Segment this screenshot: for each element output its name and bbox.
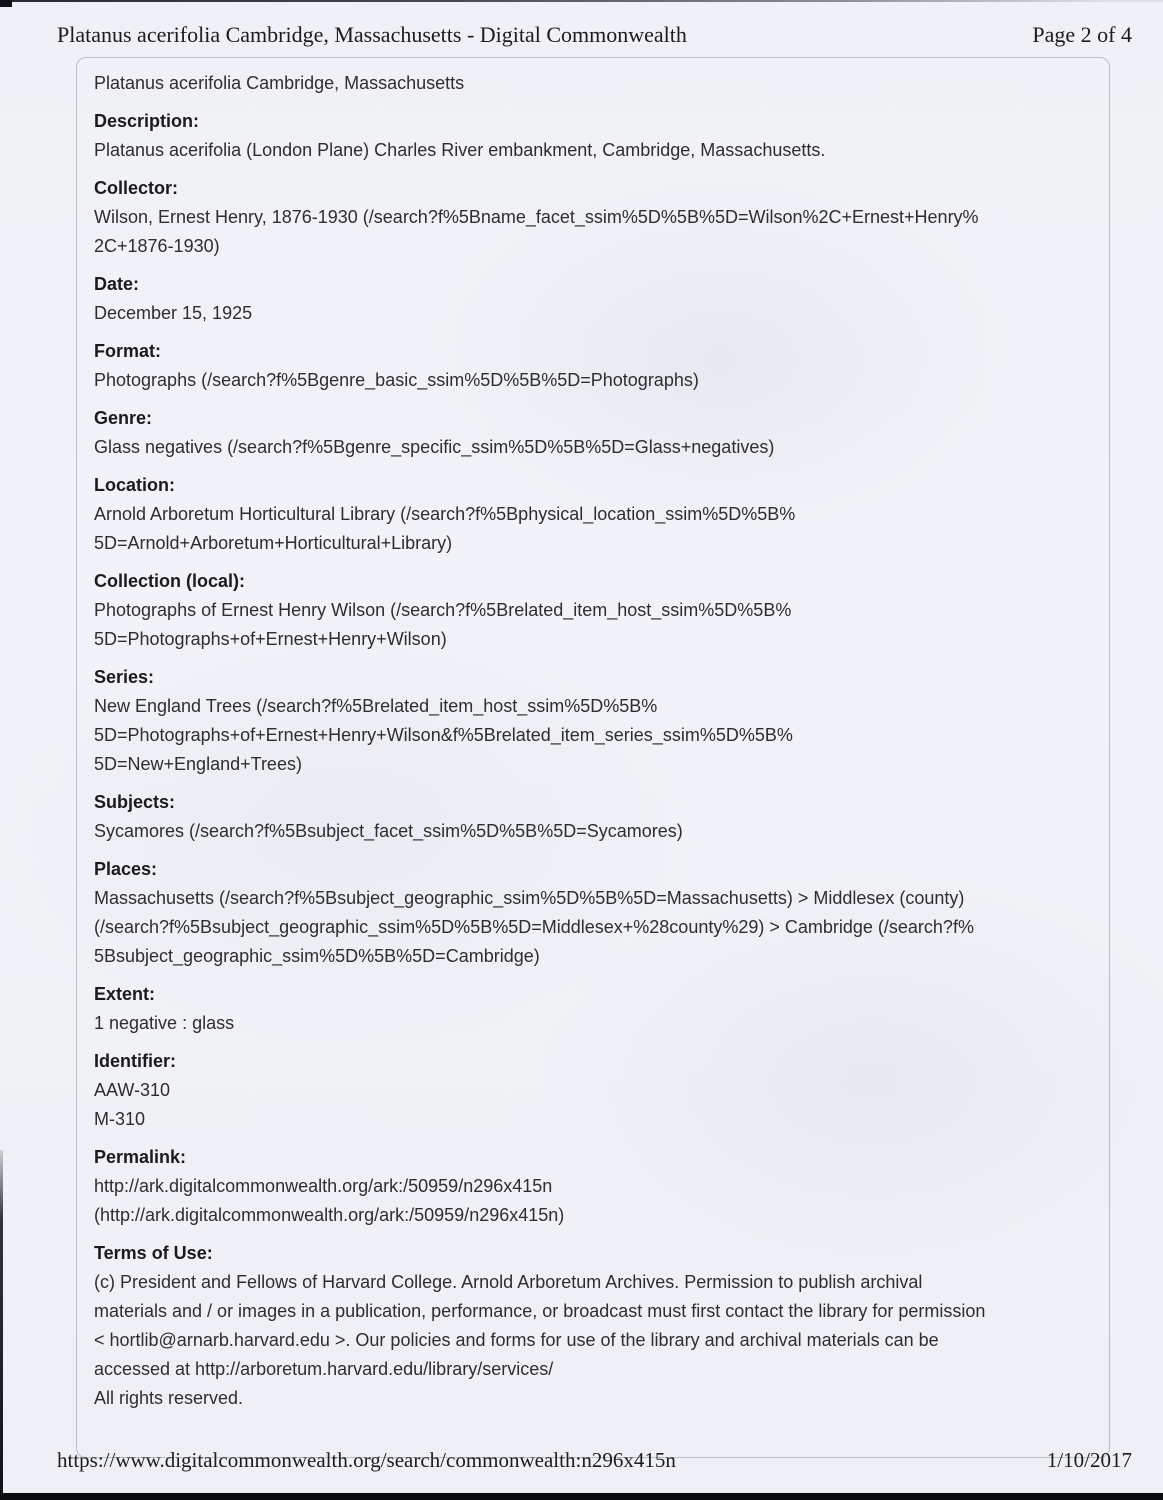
field-location [94,471,1092,558]
print-header [57,22,1132,48]
field-label: Description: [94,111,200,131]
field-label: Series: [94,667,155,687]
field-value-line: AAW-310 [94,1080,171,1100]
footer-source-url: https://www.digitalcommonwealth.org/search/commonwealth:n296x415n [57,1448,676,1472]
field-value-line: 5D=Arnold+Arboretum+Horticultural+Library) [94,533,453,553]
field-value-line: Wilson, Ernest Henry, 1876-1930 (/search?f%5Bname_facet_ssim%5D%5B%5D=Wilson%2C+Ernest+Henry% [94,207,979,227]
print-footer [57,1448,1132,1473]
field-value-line: Sycamores (/search?f%5Bsubject_facet_ssim%5D%5B%5D=Sycamores) [94,821,683,841]
field-value-line: 5D=Photographs+of+Ernest+Henry+Wilson&f%5Brelated_item_series_ssim%5D%5B% [94,725,793,745]
field-label: Format: [94,341,161,361]
field-label: Permalink: [94,1147,187,1167]
field-value-line: Photographs (/search?f%5Bgenre_basic_ssim%5D%5B%5D=Photographs) [94,370,699,390]
field-value-line: 5D=Photographs+of+Ernest+Henry+Wilson) [94,629,447,649]
record-fields [94,107,1092,1413]
field-value-line: < hortlib@arnarb.harvard.edu >. Our policies and forms for use of the library and archival materials can be [94,1330,939,1350]
record-metadata-box [76,57,1110,1458]
field-value-line: All rights reserved. [94,1388,244,1408]
field-label: Terms of Use: [94,1243,213,1263]
field-genre [94,404,1092,462]
field-label: Date: [94,274,140,294]
footer-print-date: 1/10/2017 [1046,1448,1132,1472]
field-places [94,855,1092,971]
field-label: Extent: [94,984,156,1004]
field-subjects [94,788,1092,846]
field-value-line: Massachusetts (/search?f%5Bsubject_geographic_ssim%5D%5B%5D=Massachusetts) > Middlesex (county) [94,888,965,908]
field-value-line: M-310 [94,1109,146,1129]
field-value-line: 2C+1876-1930) [94,236,220,256]
field-value-line: 5Bsubject_geographic_ssim%5D%5B%5D=Cambridge) [94,946,540,966]
field-label: Location: [94,475,175,495]
field-value-line: Glass negatives (/search?f%5Bgenre_specific_ssim%5D%5B%5D=Glass+negatives) [94,437,775,457]
field-permalink [94,1143,1092,1230]
field-value-line: 1 negative : glass [94,1013,235,1033]
scan-edge-left [0,1150,3,1500]
field-value-line: Arnold Arboretum Horticultural Library (/search?f%5Bphysical_location_ssim%5D%5B% [94,504,796,524]
field-series [94,663,1092,779]
field-value-line: accessed at http://arboretum.harvard.edu/library/services/ [94,1359,554,1379]
field-label: Genre: [94,408,153,428]
scan-edge-top [0,0,1163,2]
record-title: Platanus acerifolia Cambridge, Massachusetts [94,73,465,93]
field-collector [94,174,1092,261]
field-format [94,337,1092,395]
field-label: Places: [94,859,158,879]
field-label: Collector: [94,178,179,198]
field-description [94,107,1092,165]
field-collection-local [94,567,1092,654]
field-label: Collection (local): [94,571,246,591]
field-label: Identifier: [94,1051,177,1071]
field-label: Subjects: [94,792,176,812]
field-value-line: 5D=New+England+Trees) [94,754,302,774]
field-value-line: (/search?f%5Bsubject_geographic_ssim%5D%5B%5D=Middlesex+%28county%29) > Cambridge (/search?f% [94,917,974,937]
field-value-line: December 15, 1925 [94,303,253,323]
field-date [94,270,1092,328]
scan-edge-corner [0,0,12,7]
field-value-line: (http://ark.digitalcommonwealth.org/ark:/50959/n296x415n) [94,1205,565,1225]
header-page-indicator: Page 2 of 4 [1032,22,1132,47]
field-value-line: Photographs of Ernest Henry Wilson (/search?f%5Brelated_item_host_ssim%5D%5B% [94,600,792,620]
field-extent [94,980,1092,1038]
field-value-line: Platanus acerifolia (London Plane) Charles River embankment, Cambridge, Massachusetts. [94,140,826,160]
field-identifier [94,1047,1092,1134]
header-document-title: Platanus acerifolia Cambridge, Massachusetts - Digital Commonwealth [57,22,687,47]
field-value-line: materials and / or images in a publication, performance, or broadcast must first contact the library for permission [94,1301,986,1321]
field-value-line: New England Trees (/search?f%5Brelated_item_host_ssim%5D%5B% [94,696,658,716]
field-value-line: (c) President and Fellows of Harvard College. Arnold Arboretum Archives. Permission to publish archival [94,1272,923,1292]
field-value-line: http://ark.digitalcommonwealth.org/ark:/50959/n296x415n [94,1176,553,1196]
field-terms-of-use [94,1239,1092,1413]
scan-edge-bottom [0,1493,1163,1500]
